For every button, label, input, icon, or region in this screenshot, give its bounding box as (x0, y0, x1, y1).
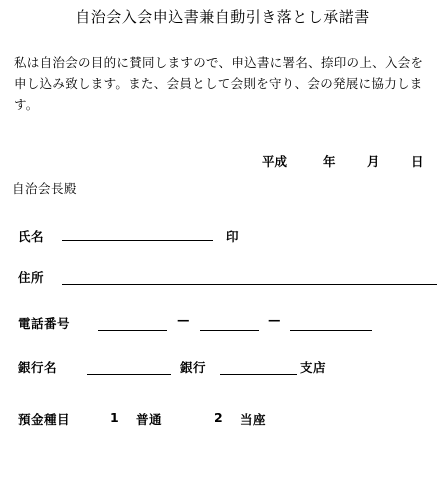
date-day-label: 日 (411, 154, 424, 169)
branch-suffix: 支店 (300, 360, 327, 375)
deposit-option-1-label[interactable]: 普通 (136, 412, 163, 427)
bank-suffix: 銀行 (180, 360, 207, 375)
phone-field-3[interactable] (290, 330, 372, 331)
bank-name-field[interactable] (87, 374, 171, 375)
phone-dash-2: — (268, 312, 281, 327)
phone-field-1[interactable] (98, 330, 167, 331)
deposit-label: 預金種目 (18, 412, 71, 427)
bank-label: 銀行名 (18, 360, 58, 375)
address-field[interactable] (62, 284, 437, 285)
addressee: 自治会長殿 (12, 181, 78, 196)
intro-text: 私は自治会の目的に賛同しますので、申込書に署名、捺印の上、入会を申し込み致します。また、会員として会則を守り、会の発展に協力します。 (14, 55, 424, 112)
address-label: 住所 (18, 270, 45, 285)
name-label: 氏名 (18, 229, 45, 244)
deposit-option-1-number: 1 (110, 410, 120, 425)
date-year-label: 年 (323, 154, 336, 169)
deposit-option-2-number: 2 (214, 410, 224, 425)
form-title: 自治会入会申込書兼自動引き落とし承諾書 (75, 8, 370, 26)
deposit-option-2-label[interactable]: 当座 (240, 412, 267, 427)
phone-dash-1: — (177, 312, 190, 327)
phone-label: 電話番号 (18, 316, 71, 331)
branch-name-field[interactable] (220, 374, 297, 375)
date-month-label: 月 (367, 154, 380, 169)
phone-field-2[interactable] (200, 330, 259, 331)
date-era: 平成 (262, 154, 288, 169)
name-field[interactable] (62, 240, 213, 241)
seal-label: 印 (226, 229, 240, 244)
